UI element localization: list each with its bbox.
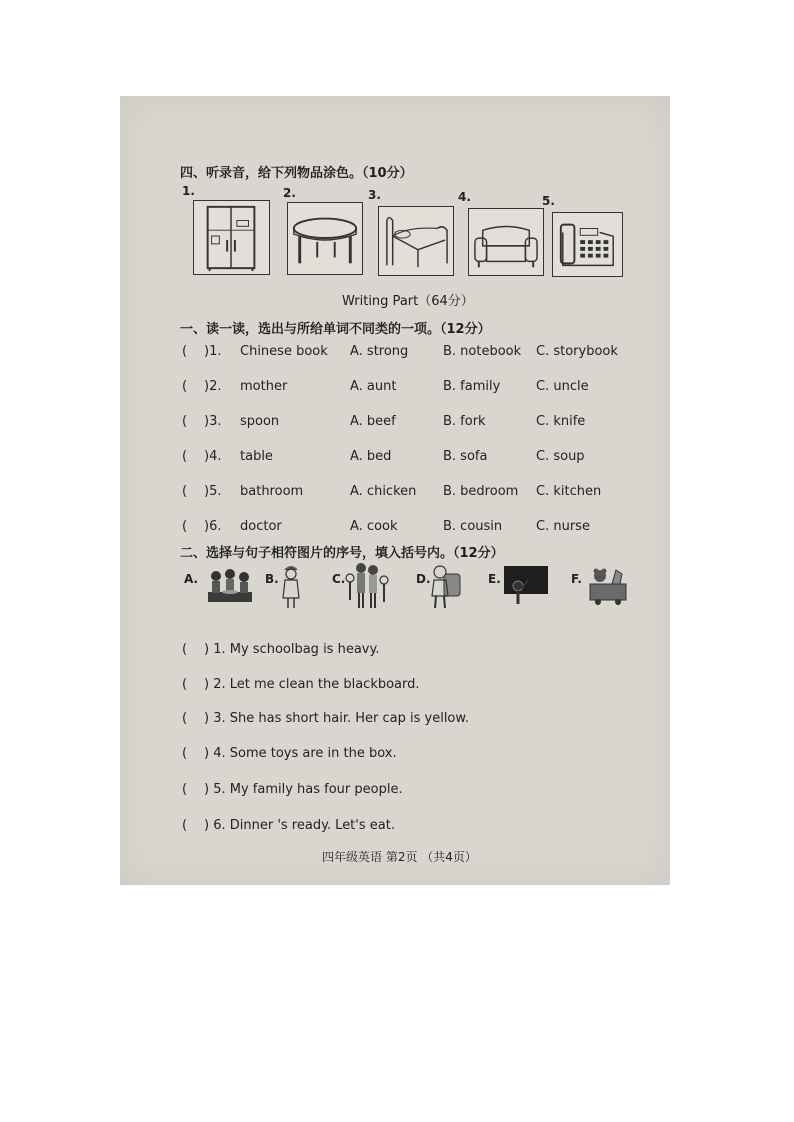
picture-e (502, 564, 550, 606)
picture-label: B. (265, 572, 279, 586)
page-footer: 四年级英语 第2页 （共4页） (322, 850, 477, 864)
question-number: )3. (204, 414, 222, 429)
item-number: 4. (458, 190, 471, 204)
exam-page (120, 96, 670, 885)
phone-icon (553, 213, 622, 276)
sentence-text: ) 4. Some toys are in the box. (204, 746, 397, 761)
picture-d (426, 562, 462, 610)
bed-icon (379, 207, 453, 275)
question-number: )4. (204, 449, 222, 464)
answer-paren[interactable]: ( (182, 414, 188, 429)
blackboard-icon (502, 564, 550, 606)
picture-a (206, 566, 254, 606)
picture-b (280, 562, 302, 610)
option-a: A. aunt (350, 379, 397, 394)
section2-title: 二、选择与句子相符图片的序号，填入括号内。（12分） (180, 546, 504, 561)
fridge-icon (194, 201, 269, 274)
picture-label: F. (571, 572, 582, 586)
table-icon (288, 203, 362, 274)
answer-paren[interactable]: ( (182, 449, 188, 464)
sentence-text: ) 3. She has short hair. Her cap is yellow. (204, 711, 469, 726)
option-b: B. bedroom (443, 484, 519, 499)
option-b: B. notebook (443, 344, 522, 359)
item-number: 1. (182, 184, 195, 198)
question-number: )1. (204, 344, 222, 359)
option-b: B. family (443, 379, 501, 394)
question-word: mother (240, 379, 288, 394)
family-of-four-icon (342, 560, 390, 610)
option-c: C. kitchen (536, 484, 602, 499)
section1-title: 一、读一读，选出与所给单词不同类的一项。（12分） (180, 322, 491, 337)
option-a: A. strong (350, 344, 409, 359)
sofa-icon (469, 209, 543, 275)
bed-picture (378, 206, 454, 276)
question-word: doctor (240, 519, 282, 534)
family-dinner-icon (206, 566, 254, 606)
answer-paren[interactable]: ( (182, 677, 188, 692)
sentence-text: ) 6. Dinner 's ready. Let's eat. (204, 818, 395, 833)
question-word: table (240, 449, 273, 464)
table-picture (287, 202, 363, 275)
answer-paren[interactable]: ( (182, 379, 188, 394)
sentence-text: ) 2. Let me clean the blackboard. (204, 677, 420, 692)
answer-paren[interactable]: ( (182, 484, 188, 499)
question-number: )5. (204, 484, 222, 499)
picture-f (586, 564, 630, 606)
option-a: A. bed (350, 449, 392, 464)
answer-paren[interactable]: ( (182, 344, 188, 359)
question-word: Chinese book (240, 344, 328, 359)
option-c: C. uncle (536, 379, 589, 394)
question-word: bathroom (240, 484, 304, 499)
phone-picture (552, 212, 623, 277)
option-a: A. beef (350, 414, 396, 429)
section4-title: 四、听录音，给下列物品涂色。（10分） (180, 166, 413, 181)
option-c: C. soup (536, 449, 585, 464)
option-a: A. cook (350, 519, 398, 534)
answer-paren[interactable]: ( (182, 642, 188, 657)
answer-paren[interactable]: ( (182, 782, 188, 797)
option-c: C. storybook (536, 344, 618, 359)
toy-box-icon (586, 564, 630, 606)
girl-with-cap-icon (280, 562, 302, 610)
schoolbag-icon (426, 562, 462, 610)
option-c: C. knife (536, 414, 586, 429)
sentence-text: ) 1. My schoolbag is heavy. (204, 642, 380, 657)
picture-c (342, 560, 390, 610)
picture-label: A. (184, 572, 199, 586)
question-number: )2. (204, 379, 222, 394)
question-number: )6. (204, 519, 222, 534)
question-word: spoon (240, 414, 280, 429)
picture-label: C. (332, 572, 346, 586)
picture-label: D. (416, 572, 431, 586)
answer-paren[interactable]: ( (182, 711, 188, 726)
answer-paren[interactable]: ( (182, 519, 188, 534)
option-b: B. cousin (443, 519, 503, 534)
answer-paren[interactable]: ( (182, 818, 188, 833)
option-a: A. chicken (350, 484, 417, 499)
sofa-picture (468, 208, 544, 276)
answer-paren[interactable]: ( (182, 746, 188, 761)
option-c: C. nurse (536, 519, 590, 534)
sentence-text: ) 5. My family has four people. (204, 782, 403, 797)
fridge-picture (193, 200, 270, 275)
writing-part-title: Writing Part（64分） (342, 294, 474, 309)
item-number: 3. (368, 188, 381, 202)
option-b: B. fork (443, 414, 486, 429)
item-number: 5. (542, 194, 555, 208)
picture-label: E. (488, 572, 501, 586)
item-number: 2. (283, 186, 296, 200)
option-b: B. sofa (443, 449, 488, 464)
